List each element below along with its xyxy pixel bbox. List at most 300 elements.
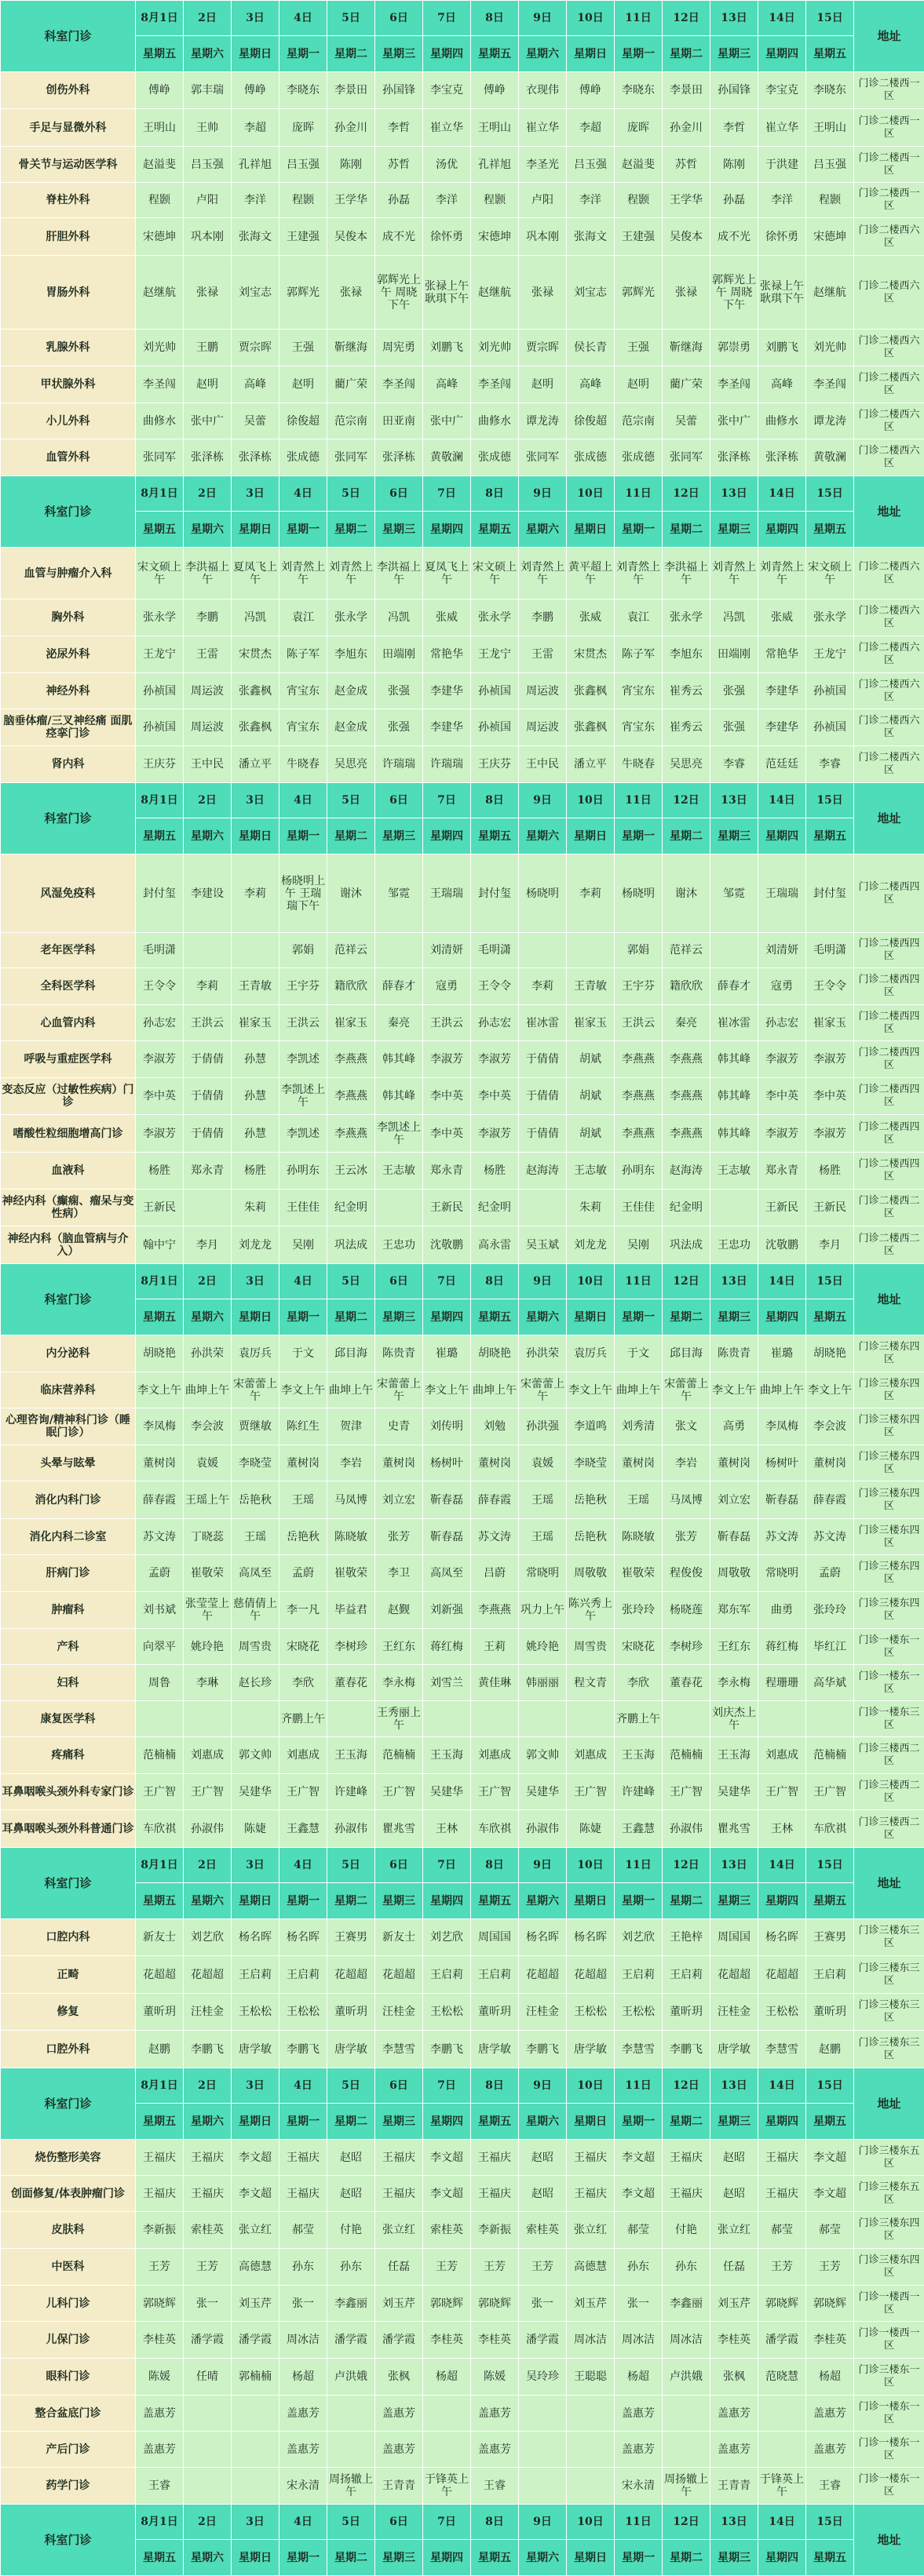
doctor-cell: 孙淑伟 [519,1810,567,1848]
schedule-body [1,1,924,2576]
doctor-cell: 范祥云 [663,933,710,968]
doctor-cell: 李文上午 [136,1372,184,1408]
doctor-cell: 周冰洁 [567,2322,615,2359]
doctor-cell: 陈子军 [615,636,663,673]
doctor-cell: 纪金明 [327,1190,375,1226]
doctor-cell: 夏凤飞上午 [423,548,471,599]
date-header: 10日 [567,2068,615,2104]
department-row [1,1555,924,1592]
weekday-header: 星期五 [471,2104,519,2140]
doctor-cell: 张强 [710,673,758,709]
doctor-cell: 孙洪荣 [184,1335,232,1372]
doctor-cell: 毛明潇 [806,933,854,968]
doctor-cell: 王启莉 [279,1956,327,1994]
department-row [1,439,924,476]
doctor-cell [663,1701,710,1737]
weekday-header: 星期六 [519,512,567,548]
doctor-cell: 于倩倩 [184,1115,232,1153]
doctor-cell: 董昕玥 [663,1994,710,2031]
doctor-cell: 王云冰 [327,1153,375,1190]
date-header: 8月1日 [136,1848,184,1883]
doctor-cell: 李莉 [567,854,615,933]
doctor-cell: 吕玉强 [279,147,327,183]
location-cell: 门诊二楼西四区 [854,854,924,933]
doctor-cell: 赵明 [184,366,232,403]
doctor-cell: 吴俊本 [663,218,710,256]
weekday-header: 星期四 [423,818,471,854]
location-cell: 门诊二楼西四区 [854,1115,924,1153]
doctor-cell: 王鑫慧 [279,1810,327,1848]
doctor-cell: 胡斌 [567,1115,615,1153]
doctor-cell: 郭文帅 [232,1737,279,1774]
doctor-cell: 王龙宁 [806,636,854,673]
doctor-cell: 宋蕾蕾上午 [375,1372,423,1408]
doctor-cell: 李洪福上午 [184,548,232,599]
weekday-header: 星期一 [279,818,327,854]
doctor-cell [232,2432,279,2468]
doctor-cell: 刘清妍 [758,933,806,968]
date-header: 14日 [758,476,806,512]
doctor-cell [567,2468,615,2505]
date-header: 12日 [663,2068,710,2104]
location-cell: 门诊一楼西一区 [854,2322,924,2359]
doctor-cell: 周敬敬 [710,1555,758,1592]
doctor-cell: 崔家玉 [232,1005,279,1041]
date-header: 4日 [279,2068,327,2104]
date-header: 12日 [663,2505,710,2540]
doctor-cell: 程颢 [806,183,854,218]
doctor-cell: 李哲 [375,109,423,147]
doctor-cell: 许瑞瑞 [423,746,471,783]
doctor-cell: 吴玲珍 [519,2359,567,2396]
location-cell: 门诊一楼东一区 [854,2396,924,2432]
location-cell: 门诊三楼东四区 [854,2212,924,2249]
doctor-cell: 王新民 [423,1190,471,1226]
doctor-cell: 王赛男 [327,1919,375,1956]
doctor-cell: 董树岗 [375,1445,423,1481]
doctor-cell: 程颢 [471,183,519,218]
doctor-cell: 张鑫枫 [232,673,279,709]
department-row [1,1078,924,1115]
doctor-cell: 胡晓艳 [471,1335,519,1372]
date-header: 3日 [232,476,279,512]
doctor-cell: 王福庆 [279,2176,327,2212]
date-header: 11日 [615,1264,663,1299]
doctor-cell: 王忠功 [710,1226,758,1264]
location-cell: 门诊三楼东四区 [854,1372,924,1408]
date-header: 14日 [758,1264,806,1299]
doctor-cell: 于倩倩 [519,1115,567,1153]
weekday-header: 星期六 [519,2540,567,2576]
department-name: 内分泌科 [1,1335,136,1372]
doctor-cell: 张泽栋 [375,439,423,476]
doctor-cell: 孙国锋 [710,72,758,109]
weekday-header: 星期六 [184,36,232,72]
doctor-cell: 巩本刚 [184,218,232,256]
doctor-cell: 王睿 [136,2468,184,2505]
doctor-cell: 任晴 [184,2359,232,2396]
doctor-cell: 赵昭 [710,2140,758,2176]
date-header: 13日 [710,1848,758,1883]
doctor-cell: 卢洪娥 [663,2359,710,2396]
weekday-header: 星期一 [279,2104,327,2140]
doctor-cell: 李宝克 [758,72,806,109]
doctor-cell: 杨名晖 [567,1919,615,1956]
doctor-cell [184,2396,232,2432]
weekday-header: 星期二 [327,1299,375,1335]
doctor-cell: 岳艳秋 [279,1519,327,1555]
doctor-cell: 车欣祺 [136,1810,184,1848]
location-cell: 门诊二楼西六区 [854,256,924,330]
doctor-cell: 王青青 [375,2468,423,2505]
doctor-cell: 高峰 [758,366,806,403]
doctor-cell: 李中英 [423,1115,471,1153]
weekday-header: 星期五 [136,512,184,548]
doctor-cell: 衣现伟 [519,72,567,109]
location-cell: 门诊三楼东五区 [854,2140,924,2176]
doctor-cell: 崔立华 [423,109,471,147]
doctor-cell: 韩其峰 [375,1078,423,1115]
doctor-cell: 李鹏飞 [423,2031,471,2068]
doctor-cell: 苏哲 [375,147,423,183]
doctor-cell: 靳继海 [327,330,375,366]
doctor-cell: 王林 [758,1810,806,1848]
department-row [1,1226,924,1264]
doctor-cell: 张鑫枫 [232,709,279,746]
location-cell: 门诊二楼西一区 [854,183,924,218]
date-header: 11日 [615,1848,663,1883]
doctor-cell: 田端刚 [375,636,423,673]
doctor-cell: 李景田 [327,72,375,109]
doctor-cell: 巩力上午 [519,1592,567,1629]
doctor-cell: 王鑫慧 [615,1810,663,1848]
doctor-cell: 花超超 [136,1956,184,1994]
doctor-cell: 王龙宁 [471,636,519,673]
department-row [1,548,924,599]
doctor-cell: 冯凯 [375,599,423,636]
doctor-cell: 董昕玥 [471,1994,519,2031]
doctor-cell: 潘立平 [567,746,615,783]
doctor-cell: 孙金川 [327,109,375,147]
doctor-cell: 王广智 [136,1774,184,1810]
location-cell: 门诊三楼东四区 [854,1519,924,1555]
weekday-header: 星期四 [758,1883,806,1919]
weekday-header: 星期四 [423,1883,471,1919]
doctor-cell: 花超超 [375,1956,423,1994]
doctor-cell: 张强 [710,709,758,746]
doctor-cell: 纪金明 [471,1190,519,1226]
doctor-cell: 谢沐 [327,854,375,933]
department-row [1,1005,924,1041]
date-header: 8月1日 [136,783,184,818]
location-cell: 门诊三楼西二区 [854,1810,924,1848]
doctor-cell: 王洪云 [423,1005,471,1041]
doctor-cell: 李桂英 [423,2322,471,2359]
doctor-cell: 王令令 [806,968,854,1005]
doctor-cell: 李淑芳 [423,1041,471,1078]
doctor-cell: 张泽栋 [758,439,806,476]
department-row [1,1115,924,1153]
doctor-cell: 李树珍 [663,1629,710,1665]
doctor-cell: 许建峰 [615,1774,663,1810]
doctor-cell: 蒋红梅 [423,1629,471,1665]
doctor-cell: 苏文涛 [806,1519,854,1555]
weekday-header: 星期三 [375,2104,423,2140]
department-row [1,2031,924,2068]
doctor-cell: 杨晓莲 [663,1592,710,1629]
weekday-header: 星期日 [232,2540,279,2576]
doctor-cell: 张成德 [615,439,663,476]
weekday-header: 星期一 [279,2540,327,2576]
doctor-cell: 郝莹 [279,2212,327,2249]
doctor-cell: 卢洪娥 [327,2359,375,2396]
doctor-cell: 胡晓艳 [136,1335,184,1372]
doctor-cell: 李月 [806,1226,854,1264]
doctor-cell: 周运波 [184,709,232,746]
doctor-cell: 李莉 [184,968,232,1005]
doctor-cell: 赵金成 [327,709,375,746]
doctor-cell: 周雪贵 [567,1629,615,1665]
doctor-cell: 周运波 [519,673,567,709]
date-header: 2日 [184,1,232,36]
doctor-cell: 王赛男 [806,1919,854,1956]
doctor-cell: 王玉海 [423,1737,471,1774]
doctor-cell: 赵金成 [327,673,375,709]
doctor-cell: 张禄 [184,256,232,330]
doctor-cell: 陈晓敏 [615,1519,663,1555]
date-header: 8日 [471,1,519,36]
date-header: 4日 [279,1848,327,1883]
department-name: 儿科门诊 [1,2286,136,2322]
section-dept-header: 科室门诊 [1,1848,136,1919]
doctor-cell: 郑永青 [184,1153,232,1190]
department-row [1,1665,924,1701]
doctor-cell: 张禄 [663,256,710,330]
doctor-cell: 崔立华 [519,109,567,147]
department-row [1,2140,924,2176]
doctor-cell: 唐学敏 [567,2031,615,2068]
date-header: 14日 [758,2505,806,2540]
doctor-cell: 杨胜 [232,1153,279,1190]
doctor-cell: 王聪聪 [567,2359,615,2396]
doctor-cell: 毕益君 [327,1592,375,1629]
doctor-cell: 崔立华 [758,109,806,147]
doctor-cell: 张莹莹上午 [184,1592,232,1629]
doctor-cell: 杨超 [279,2359,327,2396]
doctor-cell: 孙洪荣 [519,1335,567,1372]
doctor-cell: 李淑芳 [806,1041,854,1078]
doctor-cell: 赵继航 [136,256,184,330]
date-header: 15日 [806,2505,854,2540]
weekday-header: 星期六 [519,818,567,854]
weekday-header: 星期三 [375,2540,423,2576]
doctor-cell: 李新振 [471,2212,519,2249]
date-header: 12日 [663,476,710,512]
doctor-cell: 孙祯国 [806,709,854,746]
doctor-cell: 程颢 [615,183,663,218]
doctor-cell: 高永雷 [471,1226,519,1264]
doctor-cell: 盖惠芳 [710,2432,758,2468]
doctor-cell: 王松松 [279,1994,327,2031]
doctor-cell: 李圣闯 [375,366,423,403]
doctor-cell: 常艳华 [758,636,806,673]
doctor-cell: 牛晓春 [615,746,663,783]
doctor-cell: 崔璐 [758,1335,806,1372]
doctor-cell: 郭晓辉 [806,2286,854,2322]
department-name: 眼科门诊 [1,2359,136,2396]
doctor-cell: 宵宝东 [279,673,327,709]
department-name: 甲状腺外科 [1,366,136,403]
doctor-cell: 杨树叶 [423,1445,471,1481]
doctor-cell: 黄敬澜 [806,439,854,476]
doctor-cell: 李旭东 [663,636,710,673]
doctor-cell: 张中广 [423,403,471,439]
doctor-cell: 董树岗 [806,1445,854,1481]
weekday-header: 星期日 [232,1883,279,1919]
doctor-cell: 于倩倩 [519,1078,567,1115]
doctor-cell [519,2468,567,2505]
doctor-cell: 宋德坤 [806,218,854,256]
doctor-cell: 盖惠芳 [375,2432,423,2468]
doctor-cell: 刘艺欣 [615,1919,663,1956]
doctor-cell: 陈媛 [136,2359,184,2396]
doctor-cell: 赵溢斐 [136,147,184,183]
doctor-cell: 孙祯国 [471,709,519,746]
doctor-cell: 郭晓辉 [423,2286,471,2322]
doctor-cell: 范楠楠 [806,1737,854,1774]
date-header: 10日 [567,2505,615,2540]
doctor-cell: 杨名晖 [279,1919,327,1956]
doctor-cell: 宋贯杰 [232,636,279,673]
doctor-cell: 董春花 [663,1665,710,1701]
department-name: 呼吸与重症医学科 [1,1041,136,1078]
date-header: 4日 [279,476,327,512]
doctor-cell: 李睿 [710,746,758,783]
doctor-cell: 范廷廷 [758,746,806,783]
doctor-cell: 李莉 [519,968,567,1005]
department-row [1,1956,924,1994]
department-name: 血管与肿瘤介入科 [1,548,136,599]
date-header: 2日 [184,476,232,512]
location-cell: 门诊一楼东一区 [854,1629,924,1665]
doctor-cell: 杨晓明上午 王瑞瑞下午 [279,854,327,933]
doctor-cell [567,1701,615,1737]
date-header: 4日 [279,783,327,818]
doctor-cell: 陈子军 [279,636,327,673]
doctor-cell: 王宇芬 [615,968,663,1005]
doctor-cell: 宋永清 [279,2468,327,2505]
doctor-cell: 盖惠芳 [375,2396,423,2432]
location-cell: 门诊二楼西六区 [854,403,924,439]
section-header-weekdays [1,1299,924,1335]
doctor-cell: 花超超 [184,1956,232,1994]
department-name: 口腔外科 [1,2031,136,2068]
doctor-cell: 李中英 [423,1078,471,1115]
doctor-cell [232,933,279,968]
doctor-cell: 杨晓明 [519,854,567,933]
doctor-cell: 孙慧 [232,1078,279,1115]
doctor-cell: 唐学敏 [471,2031,519,2068]
doctor-cell: 于锋英上午 [423,2468,471,2505]
doctor-cell: 郝莹 [758,2212,806,2249]
doctor-cell: 姚玲艳 [519,1629,567,1665]
doctor-cell: 李哲 [710,109,758,147]
doctor-cell: 李燕燕 [327,1115,375,1153]
date-header: 3日 [232,783,279,818]
doctor-cell: 李慧雪 [615,2031,663,2068]
doctor-cell: 李月 [184,1226,232,1264]
doctor-cell: 董树岗 [136,1445,184,1481]
department-name: 神经内科（癫痫、瘤呆与变性病） [1,1190,136,1226]
doctor-cell: 王雷 [184,636,232,673]
doctor-cell: 许瑞瑞 [375,746,423,783]
doctor-cell: 张立红 [710,2212,758,2249]
location-cell: 门诊二楼西六区 [854,330,924,366]
doctor-cell: 刘青然上午 [327,548,375,599]
doctor-cell: 李桂英 [471,2322,519,2359]
doctor-cell [184,2468,232,2505]
doctor-cell: 赵海涛 [663,1153,710,1190]
weekday-header: 星期六 [184,512,232,548]
date-header: 13日 [710,2068,758,2104]
doctor-cell: 李文上午 [567,1372,615,1408]
date-header: 14日 [758,783,806,818]
doctor-cell [184,933,232,968]
weekday-header: 星期日 [567,2540,615,2576]
location-cell: 门诊二楼西二区 [854,1190,924,1226]
date-header: 10日 [567,1264,615,1299]
weekday-header: 星期二 [327,512,375,548]
doctor-cell: 王明山 [136,109,184,147]
doctor-cell: 韩其峰 [710,1078,758,1115]
doctor-cell: 李圣闯 [806,366,854,403]
doctor-cell: 盖惠芳 [279,2396,327,2432]
doctor-cell: 孙国锋 [375,72,423,109]
doctor-cell: 刘光帅 [806,330,854,366]
doctor-cell: 徐俊超 [567,403,615,439]
doctor-cell: 于倩倩 [184,1078,232,1115]
date-header: 6日 [375,2068,423,2104]
doctor-cell: 瞿兆雪 [710,1810,758,1848]
doctor-cell: 王洪云 [615,1005,663,1041]
doctor-cell: 谭龙涛 [519,403,567,439]
section-header-weekdays [1,1883,924,1919]
department-row [1,1919,924,1956]
doctor-cell: 李新振 [136,2212,184,2249]
doctor-cell: 靳春磊 [710,1519,758,1555]
doctor-cell: 刘惠成 [758,1737,806,1774]
doctor-cell: 盖惠芳 [279,2432,327,2468]
doctor-cell [232,2396,279,2432]
doctor-cell: 李燕燕 [327,1041,375,1078]
doctor-cell: 盖惠芳 [136,2396,184,2432]
doctor-cell: 孙明东 [279,1153,327,1190]
doctor-cell: 王松松 [615,1994,663,2031]
doctor-cell: 曲修水 [758,403,806,439]
doctor-cell: 李鹏 [519,599,567,636]
doctor-cell: 李淑芳 [758,1115,806,1153]
doctor-cell: 庞晖 [279,109,327,147]
location-cell: 门诊一楼东一区 [854,2432,924,2468]
department-row [1,2176,924,2212]
doctor-cell: 韩其峰 [710,1041,758,1078]
date-header: 11日 [615,2505,663,2540]
doctor-cell: 吴思亮 [663,746,710,783]
doctor-cell: 王广智 [375,1774,423,1810]
doctor-cell: 黄敬澜 [423,439,471,476]
weekday-header: 星期五 [806,818,854,854]
doctor-cell: 王建强 [615,218,663,256]
